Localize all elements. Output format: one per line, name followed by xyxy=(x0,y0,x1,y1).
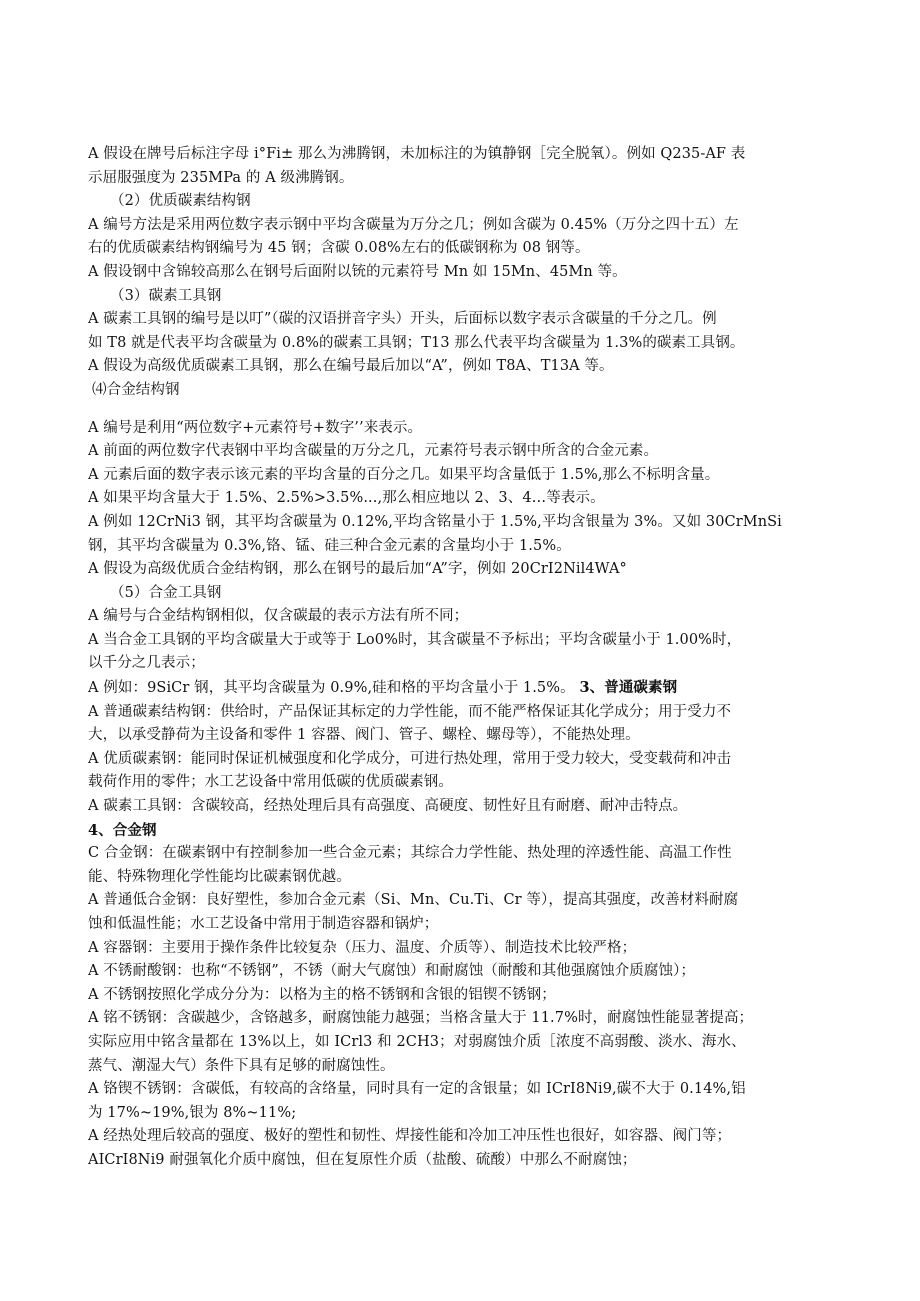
paragraph-line: 以千分之几表示； xyxy=(88,655,205,672)
paragraph-line: A 铭不锈钢：含碳越少，含铬越多，耐腐蚀能力越强；当格含量大于 11.7%时，耐腐蚀性能显著提高； xyxy=(88,1010,754,1027)
paragraph-line: A 碳素工具钢的编号是以叮”（碳的汉语拼音字头）开头，后面标以数字表示含碳量的千分之几。例 xyxy=(88,311,717,328)
paragraph-line: A 当合金工具钢的平均含碳量大于或等于 Lo0%时，其含碳量不予标出；平均含碳量小于 1.00%时， xyxy=(88,631,742,648)
paragraph-line: A 经热处理后较高的强度、极好的塑性和韧性、焊接性能和冷加工冲压性也很好，如容器、阀门等； xyxy=(88,1128,732,1145)
paragraph-line: A 碳素工具钢：含碳较高，经热处理后具有高强度、高硬度、韧性好且有耐磨、耐冲击特点。 xyxy=(88,798,688,815)
paragraph-line: A 前面的两位数字代表钢中平均含碳量的万分之几，元素符号表示钢中所含的合金元素。 xyxy=(88,443,659,460)
paragraph-line: 大，以承受静荷为主设备和零件 1 容器、阀门、管子、螺栓、螺母等），不能热处理。 xyxy=(88,727,640,744)
paragraph-line: 右的优质碳素结构钢编号为 45 钢；含碳 0.08%左右的低碳钢称为 08 钢等。 xyxy=(88,240,590,257)
paragraph-line: C 合金钢：在碳素钢中有控制参加一些合金元素；其综合力学性能、热处理的淬透性能、高温工作性 xyxy=(88,845,732,862)
paragraph-line: 钢，其平均含碳量为 0.3%,铬、锰、硅三种合金元素的含量均小于 1.5%。 xyxy=(88,537,571,554)
paragraph-line: A 容器钢：主要用于操作条件比较复杂（压力、温度、介质等）、制造技术比较严格； xyxy=(88,939,637,956)
section-heading-4: ⑷合金结构钢 xyxy=(92,381,180,398)
paragraph-line: 为 17%~19%,银为 8%~11%; xyxy=(88,1104,297,1121)
paragraph-line: 能、特殊物理化学性能均比碳素钢优越。 xyxy=(88,868,351,885)
paragraph-text: A 例如：9SiCr 钢，其平均含碳量为 0.9%,硅和格的平均含量小于 1.5%。 xyxy=(88,680,575,697)
spacer xyxy=(88,403,840,417)
paragraph-line: A 普通碳素结构钢：供给时，产品保证其标定的力学性能，而不能严格保证其化学成分；用于受力不 xyxy=(88,703,732,720)
paragraph-line: 蒸气、潮湿大气）条件下具有足够的耐腐蚀性。 xyxy=(88,1057,395,1074)
document-body xyxy=(88,143,840,1173)
paragraph-line: 示屈服强度为 235MPa 的 A 级沸腾钢。 xyxy=(88,169,354,186)
section-heading-3-plain-carbon-steel: 3、普通碳素钢 xyxy=(579,679,678,697)
paragraph-line: 如 T8 就是代表平均含碳量为 0.8%的碳素工具钢；T13 那么代表平均含碳量为 1.3%的碳素工具钢。 xyxy=(88,334,745,351)
paragraph-line: A 编号是利用“两位数字+元素符号+数字’’来表示。 xyxy=(88,419,423,436)
paragraph-line: A 假设在牌号后标注字母 i°Fi± 那么为沸腾钢，未加标注的为镇静钢［完全脱氧）。例如 Q235-AF 表 xyxy=(88,146,746,162)
paragraph-line: A 编号方法是采用两位数字表示钢中平均含碳量为万分之几；例如含碳为 0.45%（万分之四十五）左 xyxy=(88,216,739,233)
paragraph-line: A 铬锲不锈钢：含碳低，有较高的含络量，同时具有一定的含银量；如 ICrI8Ni9,碳不大于 0.14%,铝 xyxy=(88,1081,746,1098)
paragraph-line: A 假设为高级优质碳素工具钢，那么在编号最后加以“A”，例如 T8A、T13A 等。 xyxy=(88,358,614,375)
section-heading-5: （5）合金工具钢 xyxy=(110,584,222,601)
paragraph-line: A 假设为高级优质合金结构钢，那么在钢号的最后加“A”字，例如 20CrI2Nil4WA° xyxy=(88,561,627,578)
paragraph-line: A 优质碳素钢：能同时保证机械强度和化学成分，可进行热处理，常用于受力较大，受变载荷和冲击 xyxy=(88,750,732,767)
paragraph-line: A 如果平均含量大于 1.5%、2.5%>3.5%...,那么相应地以 2、3、4…等表示。 xyxy=(88,490,605,507)
paragraph-line: A 不锈钢按照化学成分分为：以格为主的格不锈钢和含银的铝锲不锈钢； xyxy=(88,986,556,1003)
paragraph-line xyxy=(88,676,840,701)
paragraph-line: AICrI8Ni9 耐强氧化介质中腐蚀，但在复原性介质（盐酸、硫酸）中那么不耐腐蚀； xyxy=(88,1151,637,1168)
section-heading-4-alloy-steel: 4、合金钢 xyxy=(88,821,157,839)
paragraph-line: A 不锈耐酸钢：也称“不锈钢”，不锈（耐大气腐蚀）和耐腐蚀（耐酸和其他强腐蚀介质腐蚀）； xyxy=(88,963,696,980)
section-heading-3: （3）碳素工具钢 xyxy=(110,287,222,304)
paragraph-line: A 元素后面的数字表示该元素的平均含量的百分之几。如果平均含量低于 1.5%,那么不标明含量。 xyxy=(88,466,720,483)
section-heading-2: （2）优质碳素结构钢 xyxy=(110,193,251,210)
paragraph-line: 实际应用中铭含量都在 13%以上，如 ICrl3 和 2CH3；对弱腐蚀介质［浓度不高弱酸、淡水、海水、 xyxy=(88,1033,746,1050)
paragraph-line: A 例如 12CrNi3 钢，其平均含碳量为 0.12%,平均含铭量小于 1.5%,平均含银量为 3%。又如 30CrMnSi xyxy=(88,513,782,530)
paragraph-line: 载荷作用的零件；水工艺设备中常用低碳的优质碳素钢。 xyxy=(88,774,453,791)
paragraph-line: A 普通低合金钢：良好塑性，参加合金元素（Si、Mn、Cu.Ti、Cr 等），提高其强度，改善材料耐腐 xyxy=(88,892,739,909)
paragraph-line: 蚀和低温性能；水工艺设备中常用于制造容器和锅炉； xyxy=(88,916,439,932)
paragraph-line: A 假设钢中含锦较高那么在钢号后面附以铳的元素符号 Mn 如 15Mn、45Mn 等。 xyxy=(88,263,627,280)
paragraph-line: A 编号与合金结构钢相似，仅含碳最的表示方法有所不同； xyxy=(88,608,469,625)
